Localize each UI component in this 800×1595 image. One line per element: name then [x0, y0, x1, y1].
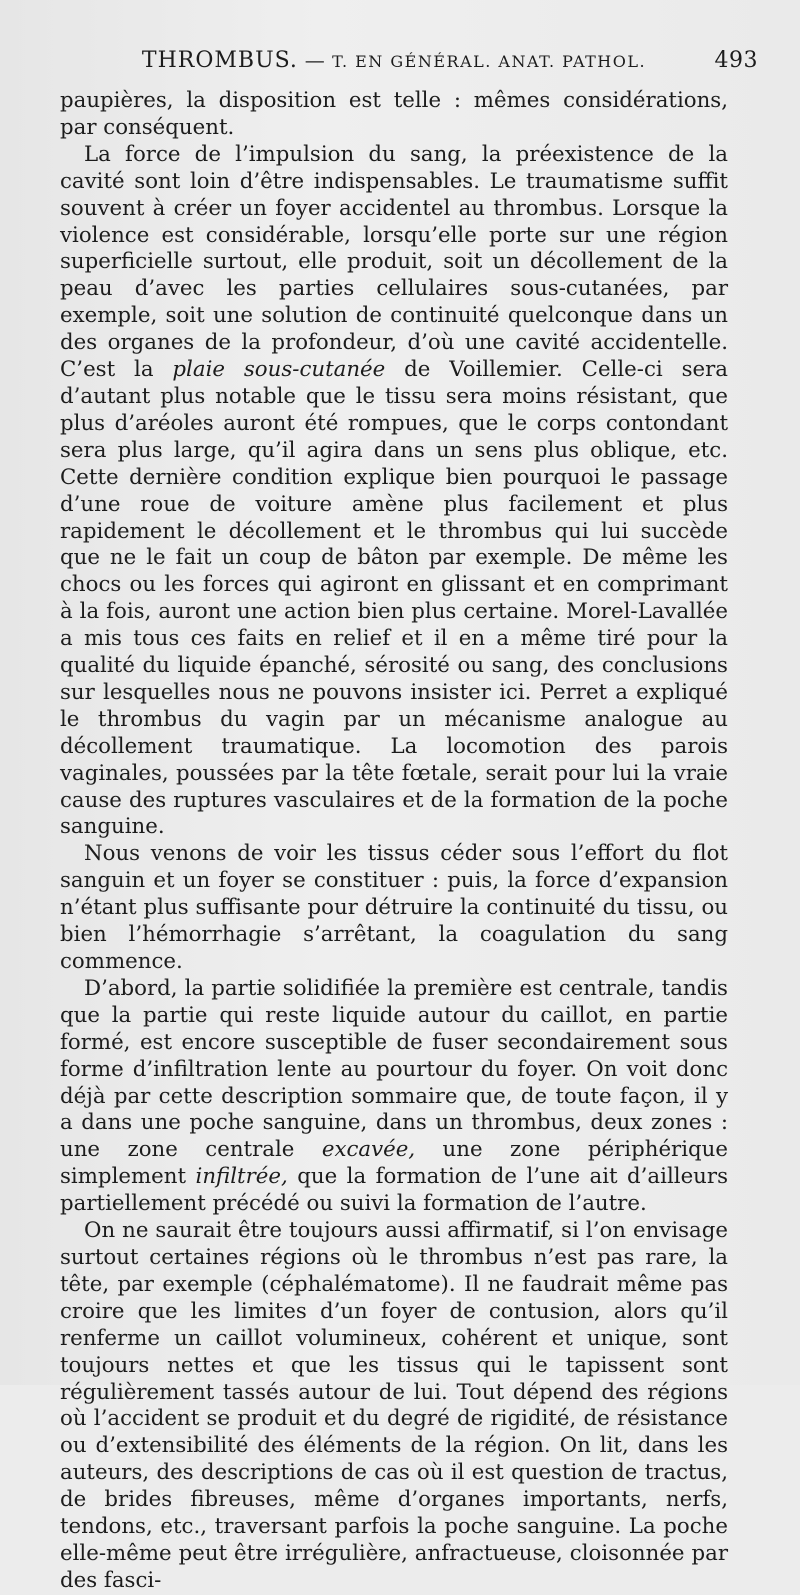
header-title: THROMBUS. [141, 48, 298, 73]
body-text [60, 88, 728, 1595]
paragraph-2-emphasis: plaie sous-cutanée [172, 357, 386, 383]
paragraph-4 [60, 976, 728, 1218]
paragraph-5: On ne saurait être toujours aussi affirmatif, si l’on envisage surtout certaines régions où le thrombus n’est pas rare, la tête, par exemple (céphalématome). Il ne faudrait même pas croire que les limites d’un foyer de contusion, alors qu’il renferme un caillot volumineux, cohérent et unique, sont toujours nettes et que les tissus qui le tapissent sont régulièrement tassés autour de lui. Tout dépend des régions où l’accident se produit et du degré de rigidité, de résistance ou d’extensibilité des éléments de la région. On lit, dans les auteurs, des descriptions de cas où il est question de tractus, de brides fibreuses, même d’organes importants, nerfs, tendons, etc., traversant parfois la poche sanguine. La poche elle-même peut être irrégulière, anfractueuse, cloisonnée par des fasci- [60, 1218, 728, 1593]
page-number: 493 [714, 48, 758, 73]
header-subtitle: T. EN GÉNÉRAL. ANAT. PATHOL. [332, 52, 647, 71]
paragraph-1: paupières, la disposition est telle : mêmes considérations, par conséquent. [60, 88, 728, 140]
paragraph-3: Nous venons de voir les tissus céder sous l’effort du flot sanguin et un foyer se constituer : puis, la force d’expansion n’étant plus suffisante pour détruire la continuité du tissu, ou bien l’hémorrhagie s’arrêtant, la coagulation du sang commence. [60, 841, 728, 974]
paragraph-4-part-c: que la formation de l’une ait d’ailleurs partiellement précédé ou suivi la formation de l’autre. [60, 1164, 728, 1217]
paragraph-4-emphasis-1: excavée, [321, 1137, 416, 1163]
header-dash: — [304, 48, 326, 72]
paragraph-2-part-b: de Voillemier. Celle-ci sera d’autant plus notable que le tissu sera moins résistant, que plus d’aréoles auront été rompues, que le corps contondant sera plus large, qu’il agira dans un sens plus oblique, etc. Cette dernière condition explique bien pourquoi le passage d’une roue de voiture amène plus facilement et plus rapidement le décollement et le thrombus qui lui succède que ne le fait un coup de bâton par exemple. De même les chocs ou les forces qui agiront en glissant et en comprimant à la fois, auront une action bien plus certaine. Morel-Lavallée a mis tous ces faits en relief et il en a même tiré pour la qualité du liquide épanché, sérosité ou sang, des conclusions sur lesquelles nous ne pouvons insister ici. Perret a expliqué le thrombus du vagin par un mécanisme analogue au décollement traumatique. La locomotion des parois vaginales, poussées par la tête fœtale, serait pour lui la vraie cause des ruptures vasculaires et de la formation de la poche sanguine. [60, 357, 728, 840]
paragraph-4-part-b: une zone périphérique simplement [60, 1137, 728, 1190]
running-header [60, 48, 758, 88]
paragraph-2-part-a: La force de l’impulsion du sang, la préexistence de la cavité sont loin d’être indispensables. Le traumatisme suffit souvent à créer un foyer accidentel au thrombus. Lorsque la violence est considérable, lorsqu’elle porte sur une région superficielle surtout, elle produit, soit un décollement de la peau d’avec les parties cellulaires sous-cutanées, par exemple, soit une solution de continuité quelconque dans un des organes de la profondeur, d’où une cavité accidentelle. C’est la [60, 141, 728, 383]
paragraph-2 [60, 142, 728, 842]
paragraph-4-part-a: D’abord, la partie solidifiée la première est centrale, tandis que la partie qui reste liquide autour du caillot, en partie formé, est encore susceptible de fuser secondairement sous forme d’infiltration lente au pourtour du foyer. On voit donc déjà par cette description sommaire que, de toute façon, il y a dans une poche sanguine, dans un thrombus, deux zones : une zone centrale [60, 975, 728, 1163]
paragraph-4-emphasis-2: infiltrée, [195, 1164, 288, 1190]
